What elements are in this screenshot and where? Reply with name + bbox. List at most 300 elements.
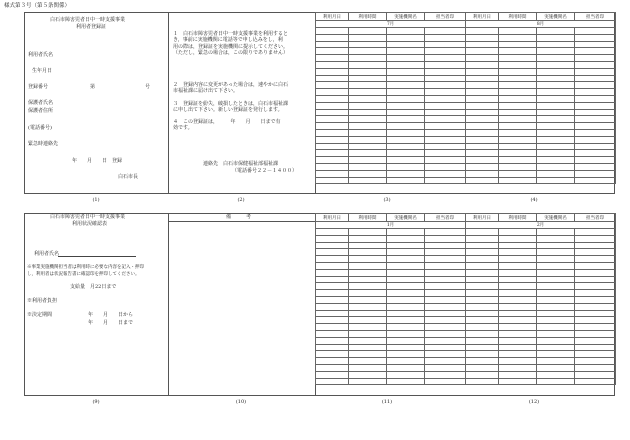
- table-cell[interactable]: [349, 68, 387, 75]
- table-cell[interactable]: [425, 75, 466, 82]
- table-cell[interactable]: [499, 371, 537, 378]
- table-cell[interactable]: [349, 351, 387, 358]
- table-cell[interactable]: [349, 150, 387, 157]
- table-cell[interactable]: [387, 136, 425, 143]
- table-cell[interactable]: [466, 163, 499, 170]
- table-cell[interactable]: [387, 269, 425, 276]
- table-cell[interactable]: [537, 82, 575, 89]
- table-cell[interactable]: [425, 290, 466, 297]
- table-cell[interactable]: [387, 170, 425, 177]
- table-cell[interactable]: [387, 337, 425, 344]
- table-cell[interactable]: [575, 269, 616, 276]
- table-cell[interactable]: [387, 242, 425, 249]
- table-cell[interactable]: [499, 235, 537, 242]
- table-cell[interactable]: [537, 317, 575, 324]
- table-cell[interactable]: [387, 344, 425, 351]
- table-cell[interactable]: [466, 136, 499, 143]
- table-cell[interactable]: [575, 95, 616, 102]
- table-cell[interactable]: [387, 351, 425, 358]
- table-cell[interactable]: [316, 378, 349, 385]
- table-cell[interactable]: [316, 61, 349, 68]
- table-cell[interactable]: [537, 136, 575, 143]
- table-cell[interactable]: [499, 256, 537, 263]
- table-cell[interactable]: [537, 28, 575, 35]
- table-cell[interactable]: [466, 41, 499, 48]
- table-cell[interactable]: [387, 256, 425, 263]
- table-cell[interactable]: [349, 28, 387, 35]
- table-cell[interactable]: [425, 276, 466, 283]
- table-cell[interactable]: [466, 324, 499, 331]
- table-cell[interactable]: [349, 262, 387, 269]
- table-cell[interactable]: [499, 296, 537, 303]
- table-cell[interactable]: [499, 330, 537, 337]
- table-cell[interactable]: [466, 330, 499, 337]
- table-cell[interactable]: [316, 283, 349, 290]
- table-cell[interactable]: [466, 82, 499, 89]
- table-cell[interactable]: [575, 177, 616, 184]
- table-cell[interactable]: [575, 82, 616, 89]
- table-cell[interactable]: [466, 129, 499, 136]
- table-cell[interactable]: [466, 276, 499, 283]
- table-cell[interactable]: [349, 235, 387, 242]
- table-cell[interactable]: [537, 177, 575, 184]
- table-cell[interactable]: [466, 371, 499, 378]
- table-cell[interactable]: [537, 324, 575, 331]
- table-cell[interactable]: [499, 82, 537, 89]
- table-cell[interactable]: [349, 170, 387, 177]
- table-cell[interactable]: [425, 242, 466, 249]
- table-cell[interactable]: [316, 102, 349, 109]
- table-cell[interactable]: [575, 358, 616, 365]
- table-cell[interactable]: [575, 102, 616, 109]
- table-cell[interactable]: [349, 310, 387, 317]
- table-cell[interactable]: [466, 351, 499, 358]
- table-cell[interactable]: [499, 41, 537, 48]
- table-cell[interactable]: [316, 68, 349, 75]
- table-cell[interactable]: [575, 364, 616, 371]
- table-cell[interactable]: [466, 116, 499, 123]
- table-cell[interactable]: [499, 262, 537, 269]
- table-cell[interactable]: [499, 150, 537, 157]
- table-cell[interactable]: [316, 310, 349, 317]
- table-cell[interactable]: [575, 68, 616, 75]
- table-cell[interactable]: [537, 378, 575, 385]
- table-cell[interactable]: [387, 163, 425, 170]
- table-cell[interactable]: [575, 55, 616, 62]
- table-cell[interactable]: [387, 116, 425, 123]
- table-cell[interactable]: [316, 249, 349, 256]
- table-cell[interactable]: [387, 143, 425, 150]
- table-cell[interactable]: [537, 41, 575, 48]
- table-cell[interactable]: [387, 317, 425, 324]
- table-cell[interactable]: [575, 61, 616, 68]
- table-cell[interactable]: [575, 170, 616, 177]
- table-cell[interactable]: [499, 123, 537, 130]
- table-cell[interactable]: [387, 95, 425, 102]
- table-cell[interactable]: [425, 371, 466, 378]
- table-cell[interactable]: [466, 68, 499, 75]
- table-cell[interactable]: [499, 324, 537, 331]
- table-cell[interactable]: [425, 310, 466, 317]
- table-cell[interactable]: [349, 256, 387, 263]
- table-cell[interactable]: [499, 344, 537, 351]
- table-cell[interactable]: [537, 330, 575, 337]
- table-cell[interactable]: [349, 290, 387, 297]
- table-cell[interactable]: [466, 249, 499, 256]
- table-cell[interactable]: [387, 123, 425, 130]
- table-cell[interactable]: [537, 337, 575, 344]
- table-cell[interactable]: [499, 351, 537, 358]
- table-cell[interactable]: [316, 296, 349, 303]
- table-cell[interactable]: [316, 371, 349, 378]
- table-cell[interactable]: [387, 89, 425, 96]
- table-cell[interactable]: [466, 344, 499, 351]
- table-cell[interactable]: [575, 41, 616, 48]
- table-cell[interactable]: [499, 170, 537, 177]
- table-cell[interactable]: [537, 157, 575, 164]
- table-cell[interactable]: [425, 28, 466, 35]
- table-cell[interactable]: [537, 371, 575, 378]
- table-cell[interactable]: [349, 378, 387, 385]
- table-cell[interactable]: [425, 170, 466, 177]
- table-cell[interactable]: [575, 48, 616, 55]
- table-cell[interactable]: [425, 157, 466, 164]
- table-cell[interactable]: [349, 276, 387, 283]
- table-cell[interactable]: [499, 48, 537, 55]
- table-cell[interactable]: [499, 276, 537, 283]
- table-cell[interactable]: [575, 378, 616, 385]
- table-cell[interactable]: [425, 358, 466, 365]
- table-cell[interactable]: [537, 170, 575, 177]
- table-cell[interactable]: [466, 48, 499, 55]
- table-cell[interactable]: [425, 249, 466, 256]
- table-cell[interactable]: [349, 337, 387, 344]
- table-cell[interactable]: [575, 256, 616, 263]
- table-cell[interactable]: [499, 229, 537, 236]
- table-cell[interactable]: [537, 283, 575, 290]
- table-cell[interactable]: [575, 89, 616, 96]
- table-cell[interactable]: [387, 364, 425, 371]
- table-cell[interactable]: [387, 129, 425, 136]
- table-cell[interactable]: [425, 177, 466, 184]
- table-cell[interactable]: [316, 358, 349, 365]
- table-cell[interactable]: [387, 41, 425, 48]
- table-cell[interactable]: [466, 364, 499, 371]
- table-cell[interactable]: [575, 242, 616, 249]
- table-cell[interactable]: [425, 163, 466, 170]
- table-cell[interactable]: [466, 358, 499, 365]
- table-cell[interactable]: [316, 163, 349, 170]
- table-cell[interactable]: [499, 34, 537, 41]
- table-cell[interactable]: [499, 55, 537, 62]
- table-cell[interactable]: [575, 249, 616, 256]
- table-cell[interactable]: [466, 28, 499, 35]
- table-cell[interactable]: [425, 351, 466, 358]
- table-cell[interactable]: [349, 324, 387, 331]
- table-cell[interactable]: [425, 136, 466, 143]
- table-cell[interactable]: [316, 55, 349, 62]
- table-cell[interactable]: [316, 351, 349, 358]
- table-cell[interactable]: [466, 89, 499, 96]
- table-cell[interactable]: [537, 358, 575, 365]
- table-cell[interactable]: [425, 235, 466, 242]
- table-cell[interactable]: [316, 136, 349, 143]
- table-cell[interactable]: [316, 157, 349, 164]
- table-cell[interactable]: [499, 337, 537, 344]
- table-cell[interactable]: [425, 48, 466, 55]
- table-cell[interactable]: [499, 95, 537, 102]
- table-cell[interactable]: [316, 48, 349, 55]
- table-cell[interactable]: [316, 177, 349, 184]
- table-cell[interactable]: [316, 344, 349, 351]
- table-cell[interactable]: [316, 170, 349, 177]
- table-cell[interactable]: [349, 136, 387, 143]
- table-cell[interactable]: [575, 136, 616, 143]
- table-cell[interactable]: [425, 344, 466, 351]
- table-cell[interactable]: [349, 242, 387, 249]
- table-cell[interactable]: [349, 123, 387, 130]
- table-cell[interactable]: [349, 61, 387, 68]
- table-cell[interactable]: [316, 41, 349, 48]
- table-cell[interactable]: [425, 34, 466, 41]
- table-cell[interactable]: [387, 290, 425, 297]
- table-cell[interactable]: [537, 310, 575, 317]
- table-cell[interactable]: [466, 75, 499, 82]
- table-cell[interactable]: [349, 364, 387, 371]
- table-cell[interactable]: [466, 123, 499, 130]
- table-cell[interactable]: [466, 61, 499, 68]
- table-cell[interactable]: [387, 235, 425, 242]
- table-cell[interactable]: [537, 242, 575, 249]
- table-cell[interactable]: [466, 143, 499, 150]
- table-cell[interactable]: [466, 55, 499, 62]
- table-cell[interactable]: [537, 303, 575, 310]
- table-cell[interactable]: [537, 269, 575, 276]
- table-cell[interactable]: [499, 269, 537, 276]
- table-cell[interactable]: [316, 109, 349, 116]
- table-cell[interactable]: [466, 283, 499, 290]
- table-cell[interactable]: [387, 102, 425, 109]
- table-cell[interactable]: [387, 55, 425, 62]
- table-cell[interactable]: [499, 290, 537, 297]
- table-cell[interactable]: [349, 177, 387, 184]
- table-cell[interactable]: [425, 143, 466, 150]
- table-cell[interactable]: [499, 378, 537, 385]
- table-cell[interactable]: [537, 163, 575, 170]
- table-cell[interactable]: [349, 330, 387, 337]
- table-cell[interactable]: [575, 143, 616, 150]
- table-cell[interactable]: [499, 163, 537, 170]
- table-cell[interactable]: [537, 256, 575, 263]
- table-cell[interactable]: [466, 235, 499, 242]
- table-cell[interactable]: [387, 283, 425, 290]
- table-cell[interactable]: [466, 262, 499, 269]
- table-cell[interactable]: [499, 242, 537, 249]
- table-cell[interactable]: [466, 229, 499, 236]
- table-cell[interactable]: [499, 143, 537, 150]
- table-cell[interactable]: [425, 41, 466, 48]
- table-cell[interactable]: [425, 364, 466, 371]
- table-cell[interactable]: [537, 89, 575, 96]
- table-cell[interactable]: [387, 358, 425, 365]
- table-cell[interactable]: [316, 276, 349, 283]
- table-cell[interactable]: [499, 89, 537, 96]
- table-cell[interactable]: [349, 303, 387, 310]
- table-cell[interactable]: [316, 317, 349, 324]
- table-cell[interactable]: [466, 95, 499, 102]
- table-cell[interactable]: [537, 249, 575, 256]
- table-cell[interactable]: [575, 303, 616, 310]
- table-cell[interactable]: [387, 34, 425, 41]
- table-cell[interactable]: [466, 269, 499, 276]
- table-cell[interactable]: [466, 378, 499, 385]
- table-cell[interactable]: [349, 95, 387, 102]
- table-cell[interactable]: [499, 283, 537, 290]
- table-cell[interactable]: [466, 34, 499, 41]
- table-cell[interactable]: [575, 371, 616, 378]
- table-cell[interactable]: [387, 68, 425, 75]
- table-cell[interactable]: [425, 303, 466, 310]
- table-cell[interactable]: [349, 317, 387, 324]
- table-cell[interactable]: [466, 317, 499, 324]
- table-cell[interactable]: [349, 116, 387, 123]
- table-cell[interactable]: [316, 269, 349, 276]
- table-cell[interactable]: [387, 28, 425, 35]
- table-cell[interactable]: [466, 296, 499, 303]
- table-cell[interactable]: [466, 290, 499, 297]
- table-cell[interactable]: [466, 242, 499, 249]
- table-cell[interactable]: [316, 290, 349, 297]
- table-cell[interactable]: [349, 41, 387, 48]
- table-cell[interactable]: [466, 303, 499, 310]
- table-cell[interactable]: [466, 337, 499, 344]
- table-cell[interactable]: [387, 303, 425, 310]
- table-cell[interactable]: [349, 48, 387, 55]
- table-cell[interactable]: [425, 61, 466, 68]
- table-cell[interactable]: [425, 330, 466, 337]
- table-cell[interactable]: [349, 283, 387, 290]
- table-cell[interactable]: [425, 55, 466, 62]
- table-cell[interactable]: [425, 68, 466, 75]
- table-cell[interactable]: [537, 68, 575, 75]
- table-cell[interactable]: [349, 358, 387, 365]
- table-cell[interactable]: [316, 89, 349, 96]
- table-cell[interactable]: [349, 143, 387, 150]
- table-cell[interactable]: [499, 157, 537, 164]
- table-cell[interactable]: [575, 283, 616, 290]
- table-cell[interactable]: [349, 102, 387, 109]
- table-cell[interactable]: [387, 48, 425, 55]
- table-cell[interactable]: [316, 235, 349, 242]
- table-cell[interactable]: [387, 150, 425, 157]
- table-cell[interactable]: [316, 262, 349, 269]
- table-cell[interactable]: [387, 61, 425, 68]
- table-cell[interactable]: [575, 109, 616, 116]
- table-cell[interactable]: [499, 364, 537, 371]
- table-cell[interactable]: [466, 177, 499, 184]
- table-cell[interactable]: [537, 235, 575, 242]
- table-cell[interactable]: [499, 68, 537, 75]
- table-cell[interactable]: [537, 296, 575, 303]
- table-cell[interactable]: [387, 249, 425, 256]
- table-cell[interactable]: [316, 34, 349, 41]
- table-cell[interactable]: [425, 102, 466, 109]
- table-cell[interactable]: [387, 109, 425, 116]
- table-cell[interactable]: [499, 136, 537, 143]
- table-cell[interactable]: [387, 262, 425, 269]
- table-cell[interactable]: [316, 337, 349, 344]
- table-cell[interactable]: [575, 317, 616, 324]
- table-cell[interactable]: [499, 310, 537, 317]
- table-cell[interactable]: [387, 324, 425, 331]
- table-cell[interactable]: [425, 283, 466, 290]
- table-cell[interactable]: [425, 337, 466, 344]
- table-cell[interactable]: [425, 229, 466, 236]
- table-cell[interactable]: [425, 82, 466, 89]
- table-cell[interactable]: [537, 290, 575, 297]
- table-cell[interactable]: [499, 102, 537, 109]
- table-cell[interactable]: [316, 150, 349, 157]
- table-cell[interactable]: [537, 262, 575, 269]
- table-cell[interactable]: [387, 330, 425, 337]
- table-cell[interactable]: [316, 28, 349, 35]
- table-cell[interactable]: [575, 150, 616, 157]
- table-cell[interactable]: [537, 229, 575, 236]
- table-cell[interactable]: [316, 364, 349, 371]
- table-cell[interactable]: [499, 75, 537, 82]
- table-cell[interactable]: [387, 371, 425, 378]
- table-cell[interactable]: [537, 150, 575, 157]
- table-cell[interactable]: [425, 324, 466, 331]
- table-cell[interactable]: [537, 95, 575, 102]
- table-cell[interactable]: [499, 116, 537, 123]
- table-cell[interactable]: [425, 109, 466, 116]
- table-cell[interactable]: [537, 55, 575, 62]
- table-cell[interactable]: [387, 296, 425, 303]
- table-cell[interactable]: [316, 82, 349, 89]
- table-cell[interactable]: [575, 235, 616, 242]
- table-cell[interactable]: [349, 163, 387, 170]
- table-cell[interactable]: [425, 378, 466, 385]
- table-cell[interactable]: [537, 129, 575, 136]
- table-cell[interactable]: [575, 129, 616, 136]
- table-cell[interactable]: [387, 177, 425, 184]
- table-cell[interactable]: [425, 150, 466, 157]
- table-cell[interactable]: [499, 358, 537, 365]
- table-cell[interactable]: [575, 351, 616, 358]
- table-cell[interactable]: [537, 344, 575, 351]
- table-cell[interactable]: [387, 75, 425, 82]
- table-cell[interactable]: [349, 296, 387, 303]
- table-cell[interactable]: [425, 262, 466, 269]
- table-cell[interactable]: [466, 102, 499, 109]
- table-cell[interactable]: [425, 116, 466, 123]
- table-cell[interactable]: [575, 344, 616, 351]
- table-cell[interactable]: [575, 290, 616, 297]
- table-cell[interactable]: [537, 75, 575, 82]
- table-cell[interactable]: [537, 34, 575, 41]
- table-cell[interactable]: [575, 324, 616, 331]
- table-cell[interactable]: [316, 123, 349, 130]
- table-cell[interactable]: [349, 55, 387, 62]
- table-cell[interactable]: [575, 123, 616, 130]
- table-cell[interactable]: [425, 95, 466, 102]
- table-cell[interactable]: [349, 82, 387, 89]
- table-cell[interactable]: [575, 310, 616, 317]
- table-cell[interactable]: [575, 330, 616, 337]
- table-cell[interactable]: [499, 61, 537, 68]
- table-cell[interactable]: [575, 229, 616, 236]
